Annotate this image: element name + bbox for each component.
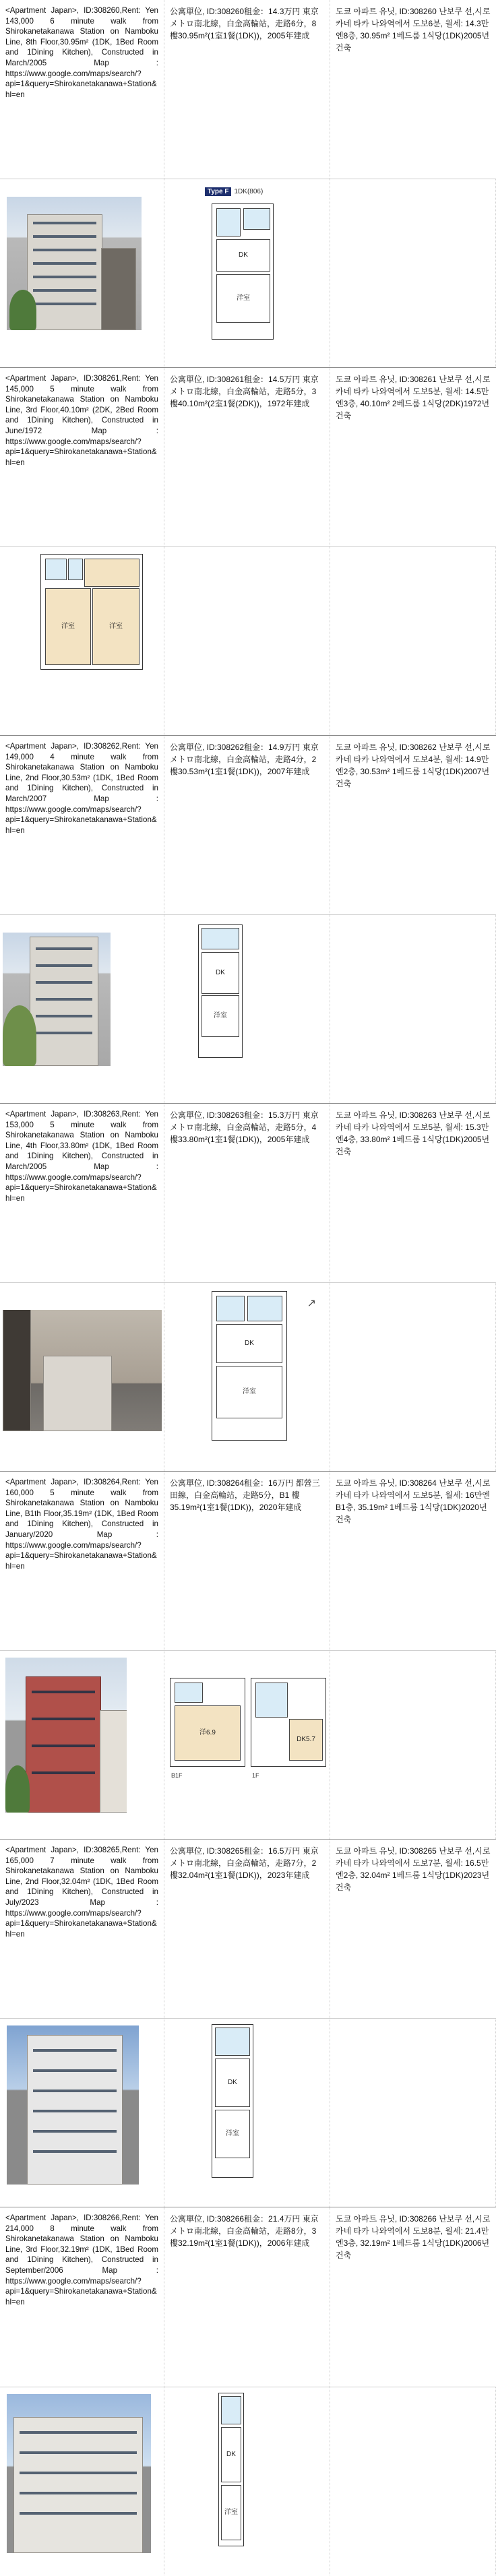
floor-plan-cell <box>164 2387 330 2575</box>
listing-row <box>0 1104 496 1472</box>
building-photo-cell <box>0 1651 164 1839</box>
listing-korean-text: 도쿄 아파트 유닛, ID:308265 난보쿠 선,시로 카네 타카 나와역에서 도보7분, 월세: 16.5만엔2층, 32.04m² 1베드룸 1식당(1DK)2023년건축 <box>336 1846 491 1892</box>
building-photo-cell <box>0 179 164 367</box>
listing-korean-text: 도쿄 아파트 유닛, ID:308266 난보쿠 선,시로 카네 타카 나와역에서 도보8분, 월세: 21.4만엔3층, 32.19m² 1베드룸 1식당(1DK)2006년건축 <box>336 2214 491 2260</box>
room-label-western: 洋6.9 <box>175 1705 241 1761</box>
floor-plan-cell <box>164 2019 330 2207</box>
floor-plan-cell <box>164 179 330 367</box>
building-photo[interactable] <box>3 1310 162 1431</box>
room-label-western-2: 洋室 <box>92 588 140 665</box>
room-label-western: 洋室 <box>202 995 239 1037</box>
floor-label-1f: 1F <box>252 1772 259 1780</box>
floor-plan[interactable] <box>198 924 243 1058</box>
listing-chinese-text: 公寓單位, ID:308262租金：14.9万円 東京メトロ南北線，白金高輪站，走路4分，2 樓30.53m²(1室1餐(1DK))，2007年建成 <box>164 736 330 914</box>
empty-cell <box>330 2387 496 2575</box>
compass-icon: ↗ <box>307 1298 316 1310</box>
room-label-western: 洋室 <box>215 2110 250 2158</box>
room-label-western: 洋室 <box>216 1366 282 1418</box>
listing-english-text: <Apartment Japan>, ID:308260,Rent: Yen 143,000 6 minute walk from Shirokanetakanawa Station on Namboku Line, 8th Floor,30.95m² (1DK, 1Bed Room and 1Dining Kitchen), Constructed in March/2005 Map : https://www.google.com/maps/search/?api=1&query=Shirokanetakanawa+Station&hl=en <box>0 0 164 179</box>
building-photo-cell <box>0 915 164 1103</box>
room-label-dk: DK <box>221 2427 241 2482</box>
listing-row <box>0 736 496 1104</box>
listing-korean-text: 도쿄 아파트 유닛, ID:308260 난보쿠 선,시로 카네 타카 나와역에서 도보6분, 월세: 14.3만엔8층, 30.95m² 1베드룸 1식당(1DK)2005년건축 <box>336 7 491 53</box>
room-label-dk: DK <box>215 2059 250 2107</box>
building-photo[interactable] <box>7 197 142 330</box>
listing-english-text: <Apartment Japan>, ID:308264,Rent: Yen 160,000 5 minute walk from Shirokanetakanawa Station on Namboku Line, B1th Floor,35.19m² (1DK, 1Bed Room and 1Dining Kitchen), Constructed in January/2020 Map : https://www.google.com/maps/search/?api=1&query=Shirokanetakanawa+Station&hl=en <box>0 1472 164 1650</box>
listing-korean-text: 도쿄 아파트 유닛, ID:308264 난보쿠 선,시로 카네 타카 나와역에서 도보5분, 월세: 16만엔B1층, 35.19m² 1베드룸 1식당(1DK)2020년건축 <box>336 1478 491 1524</box>
listing-english-text: <Apartment Japan>, ID:308261,Rent: Yen 145,000 5 minute walk from Shirokanetakanawa Station on Namboku Line, 3rd Floor,40.10m² (2DK, 2Bed Room and 1Dining Kitchen), Constructed in June/1972 Map : https://www.google.com/maps/search/?api=1&query=Shirokanetakanawa+Station&hl=en <box>0 368 164 546</box>
room-label-western: 洋室 <box>221 2485 241 2540</box>
building-photo-cell <box>0 2019 164 2207</box>
listing-chinese-text: 公寓單位, ID:308264租金：16万円 都營三田線，白金高輪站，走路5分，B1 樓35.19m²(1室1餐(1DK))，2020年建成 <box>164 1472 330 1650</box>
listing-row <box>0 1840 496 2207</box>
empty-cell <box>164 547 330 735</box>
empty-cell <box>330 547 496 735</box>
room-label-dk: DK5.7 <box>289 1719 323 1761</box>
listing-chinese-text: 公寓單位, ID:308263租金：15.3万円 東京メトロ南北線，白金高輪站，走路5分，4 樓33.80m²(1室1餐(1DK))，2005年建成 <box>164 1104 330 1282</box>
building-photo[interactable] <box>7 2394 151 2553</box>
floor-plan[interactable] <box>218 2393 244 2546</box>
building-photo[interactable] <box>5 1658 127 1813</box>
room-label-western: 洋室 <box>216 274 270 323</box>
listing-english-text: <Apartment Japan>, ID:308265,Rent: Yen 165,000 7 minute walk from Shirokanetakanawa Station on Namboku Line, 2nd Floor,32.04m² (1DK, 1Bed Room and 1Dining Kitchen), Constructed in July/2023 Map : https://www.google.com/maps/search/?api=1&query=Shirokanetakanawa+Station&hl=en <box>0 1840 164 2018</box>
listing-row <box>0 1472 496 1840</box>
room-label-western: 洋室 <box>45 588 91 665</box>
building-photo[interactable] <box>7 2025 139 2185</box>
floor-plan-cell <box>0 547 164 735</box>
plan-layout-label: 1DK(806) <box>234 188 264 196</box>
listing-korean-text: 도쿄 아파트 유닛, ID:308263 난보쿠 선,시로 카네 타카 나와역에서 도보5분, 월세: 15.3만엔4층, 33.80m² 1베드룸 1식당(1DK)2005년건축 <box>336 1110 491 1156</box>
plan-type-label: Type F <box>205 187 231 196</box>
floor-plan-cell <box>164 915 330 1103</box>
empty-cell <box>330 179 496 367</box>
floor-plan[interactable] <box>212 2024 253 2178</box>
floor-plan-1f[interactable] <box>251 1678 326 1767</box>
empty-cell <box>330 1651 496 1839</box>
listing-chinese-text: 公寓單位, ID:308260租金：14.3万円 東京メトロ南北線，白金高輪站，走路6分，8 樓30.95m²(1室1餐(1DK))，2005年建成 <box>164 0 330 179</box>
floor-plan[interactable] <box>212 1291 287 1441</box>
listing-english-text: <Apartment Japan>, ID:308266,Rent: Yen 214,000 8 minute walk from Shirokanetakanawa Station on Namboku Line, 3rd Floor,32.19m² (1DK, 1Bed Room and 1Dining Kitchen), Constructed in September/2006 Map : https://www.google.com/maps/search/?api=1&query=Shirokanetakanawa+Station&hl=en <box>0 2207 164 2387</box>
listing-english-text: <Apartment Japan>, ID:308262,Rent: Yen 149,000 4 minute walk from Shirokanetakanawa Station on Namboku Line, 2nd Floor,30.53m² (1DK, 1Bed Room and 1Dining Kitchen), Constructed in March/2007 Map : https://www.google.com/maps/search/?api=1&query=Shirokanetakanawa+Station&hl=en <box>0 736 164 914</box>
listing-row <box>0 368 496 736</box>
listing-korean-text: 도쿄 아파트 유닛, ID:308261 난보쿠 선,시로 카네 타카 나와역에서 도보5분, 월세: 14.5만엔3층, 40.10m² 2베드룸 1식당(2DK)1972년건축 <box>336 375 491 420</box>
listing-english-text: <Apartment Japan>, ID:308263,Rent: Yen 153,000 5 minute walk from Shirokanetakanawa Station on Namboku Line, 4th Floor,33.80m² (1DK, 1Bed Room and 1Dining Kitchen), Constructed in March/2005 Map : https://www.google.com/maps/search/?api=1&query=Shirokanetakanawa+Station&hl=en <box>0 1104 164 1282</box>
listing-chinese-text: 公寓單位, ID:308266租金：21.4万円 東京メトロ南北線，白金高輪站，走路8分，3 樓32.19m²(1室1餐(1DK))，2006年建成 <box>164 2207 330 2387</box>
listing-chinese-text: 公寓單位, ID:308265租金：16.5万円 東京メトロ南北線，白金高輪站，走路7分，2 樓32.04m²(1室1餐(1DK))，2023年建成 <box>164 1840 330 2018</box>
plan-type-badge <box>205 187 263 196</box>
floor-plan[interactable] <box>212 203 274 340</box>
empty-cell <box>330 2019 496 2207</box>
floor-plan[interactable] <box>40 554 143 670</box>
room-label-dk: DK <box>216 239 270 272</box>
listing-row <box>0 2207 496 2575</box>
floor-plan-cell <box>164 1283 330 1471</box>
floor-plan-b1[interactable] <box>170 1678 245 1767</box>
floor-plan-cell <box>164 1651 330 1839</box>
building-photo-cell <box>0 1283 164 1471</box>
empty-cell <box>330 1283 496 1471</box>
building-photo[interactable] <box>3 933 111 1066</box>
floor-label-b1: B1F <box>171 1772 183 1780</box>
empty-cell <box>330 915 496 1103</box>
building-photo-cell <box>0 2387 164 2575</box>
room-label-dk: DK <box>202 952 239 994</box>
room-label-dk: DK <box>216 1324 282 1363</box>
listing-row <box>0 0 496 368</box>
listing-chinese-text: 公寓單位, ID:308261租金：14.5万円 東京メトロ南北線，白金高輪站，走路5分，3 樓40.10m²(2室1餐(2DK))，1972年建成 <box>164 368 330 546</box>
listing-korean-text: 도쿄 아파트 유닛, ID:308262 난보쿠 선,시로 카네 타카 나와역에서 도보4분, 월세: 14.9만엔2층, 30.53m² 1베드룸 1식당(1DK)2007년건축 <box>336 743 491 788</box>
